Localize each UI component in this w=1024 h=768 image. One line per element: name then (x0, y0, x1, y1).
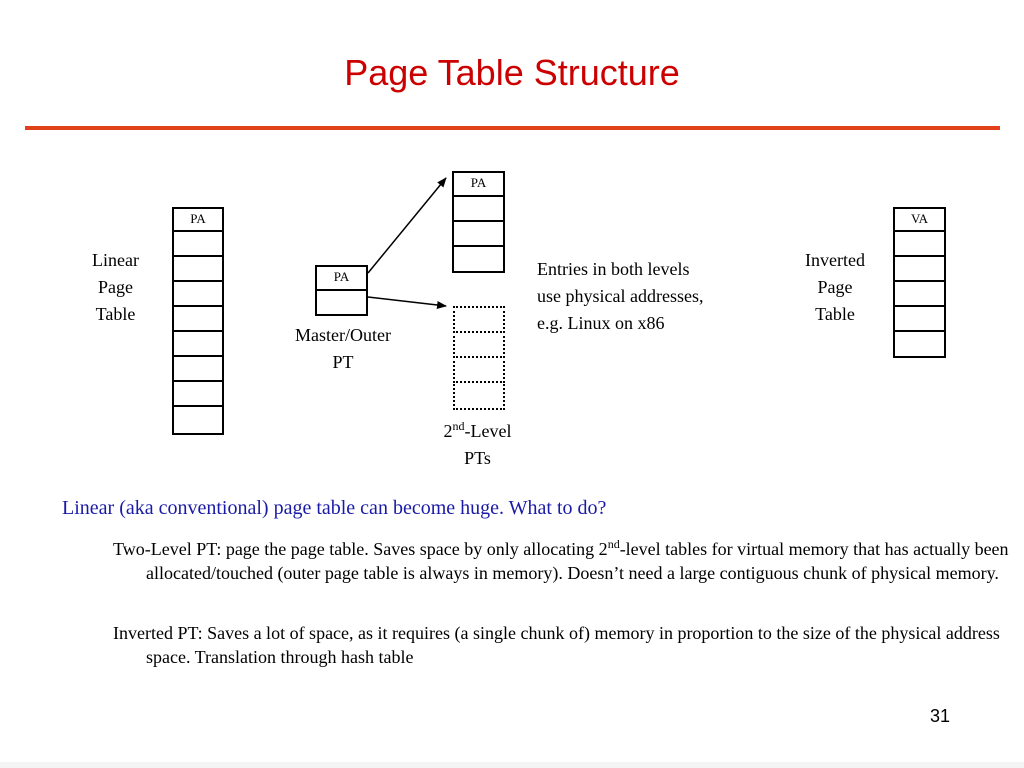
inverted-table-entry (893, 305, 946, 332)
bullet1-text-end: -level tables for virtual memory that has actually been allocated/touched (outer page table is always in memory). Doesn’t need a large contiguous chunk of physical memory. (146, 539, 1009, 583)
linear-label-line-2: Page (98, 277, 133, 297)
linear-label-line-3: Table (95, 304, 136, 324)
inverted-table-header-cell: VA (893, 207, 946, 232)
second-level-label-line-2: PTs (464, 448, 491, 468)
bottom-bar (0, 762, 1024, 768)
inverted-table-entry (893, 280, 946, 307)
inverted-page-table-label (790, 247, 880, 328)
inverted-table-entry (893, 230, 946, 257)
entries-note-line-2: use physical addresses, (537, 286, 704, 306)
inverted-label-line-1: Inverted (805, 250, 865, 270)
master-label-line-2: PT (332, 352, 354, 372)
inverted-label-line-2: Page (817, 277, 853, 297)
second-level-label-sup: nd (452, 419, 465, 433)
inverted-pt-bullet: Inverted PT: Saves a lot of space, as it requires (a single chunk of) memory in proportion to the size of the physical address space. Translation through hash table (113, 623, 1000, 667)
entries-note-line-3: e.g. Linux on x86 (537, 313, 665, 333)
entries-note (537, 256, 703, 337)
inverted-table-entry (893, 330, 946, 358)
inverted-label-line-3: Table (815, 304, 855, 324)
master-table-header-cell: PA (315, 265, 368, 291)
inverted-table-entry (893, 255, 946, 282)
second-level-header-cell: PA (452, 171, 505, 197)
arrow-to-unallocated-table (368, 297, 446, 306)
arrow-to-allocated-table (368, 178, 446, 273)
main-question: Linear (aka conventional) page table can become huge. What to do? (62, 497, 607, 519)
entries-note-line-1: Entries in both levels (537, 259, 690, 279)
bullet1-text-start: Two-Level PT: page the page table. Saves space by only allocating 2 (113, 539, 608, 559)
linear-table-header-cell: PA (172, 207, 224, 232)
second-level-label-base: 2 (443, 421, 453, 441)
page-number: 31 (930, 706, 951, 726)
bullet1-sup: nd (607, 537, 620, 551)
second-level-label-rest: -Level (464, 421, 512, 441)
master-label-line-1: Master/Outer (295, 325, 391, 345)
two-level-pt-bullet (113, 537, 1016, 585)
page-title: Page Table Structure (344, 52, 680, 93)
linear-label-line-1: Linear (92, 250, 139, 270)
